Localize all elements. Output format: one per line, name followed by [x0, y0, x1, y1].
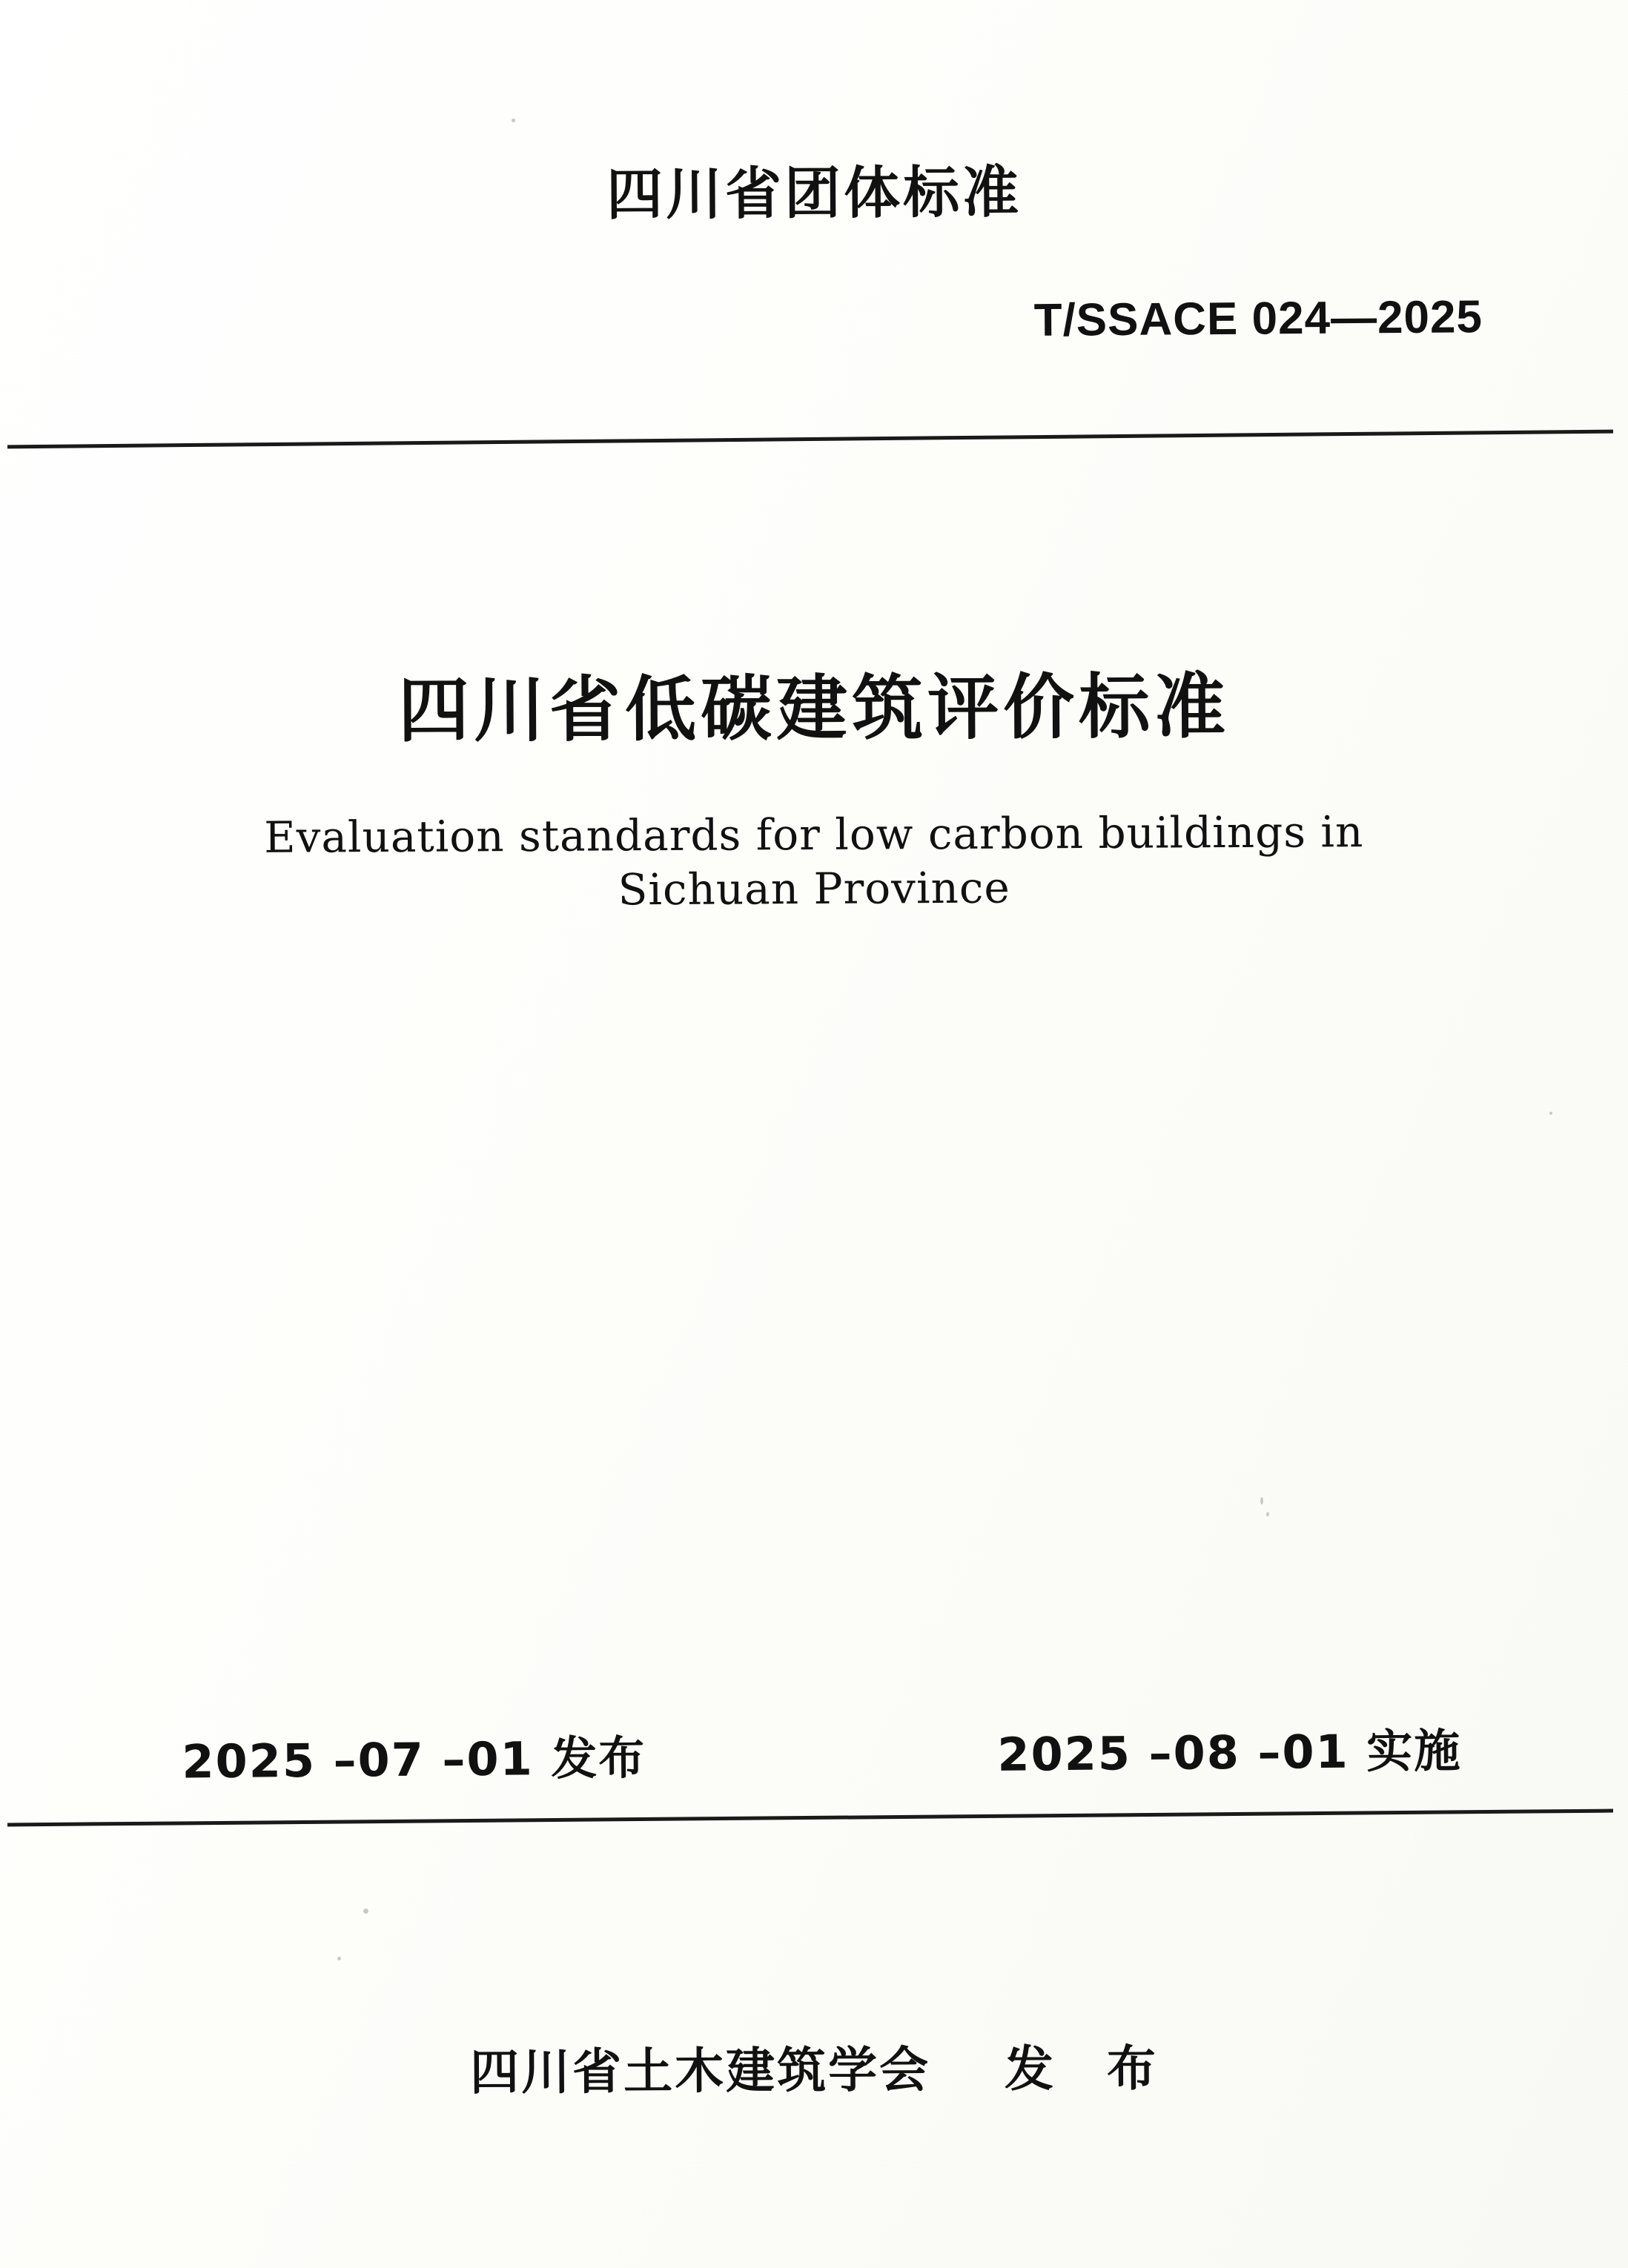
effective-date: 2025 –08 –01 实施 — [997, 1723, 1462, 1782]
issuer-action: 发 布 — [1004, 2040, 1159, 2098]
scan-speck — [337, 1957, 341, 1960]
english-title-line-2: Sichuan Province — [618, 862, 1010, 915]
scan-speck — [512, 119, 515, 122]
english-title — [0, 803, 1628, 919]
english-title-line-1: Evaluation standards for low carbon buildings in — [264, 806, 1364, 863]
issuer-name: 四川省土木建筑学会 — [469, 2041, 931, 2101]
standard-number: T/SSACE 024—2025 — [1033, 291, 1483, 346]
scan-speck — [363, 1909, 368, 1914]
scan-speck — [1260, 1497, 1263, 1505]
issuer-line — [0, 2026, 1628, 2106]
page-title: 四川省低碳建筑评价标准 — [397, 665, 1231, 752]
scan-speck — [1266, 1512, 1269, 1516]
publish-date: 2025 –07 –01 发布 — [182, 1730, 646, 1789]
standard-series-title: 四川省团体标准 — [606, 159, 1022, 228]
scan-speck — [1549, 1112, 1552, 1115]
